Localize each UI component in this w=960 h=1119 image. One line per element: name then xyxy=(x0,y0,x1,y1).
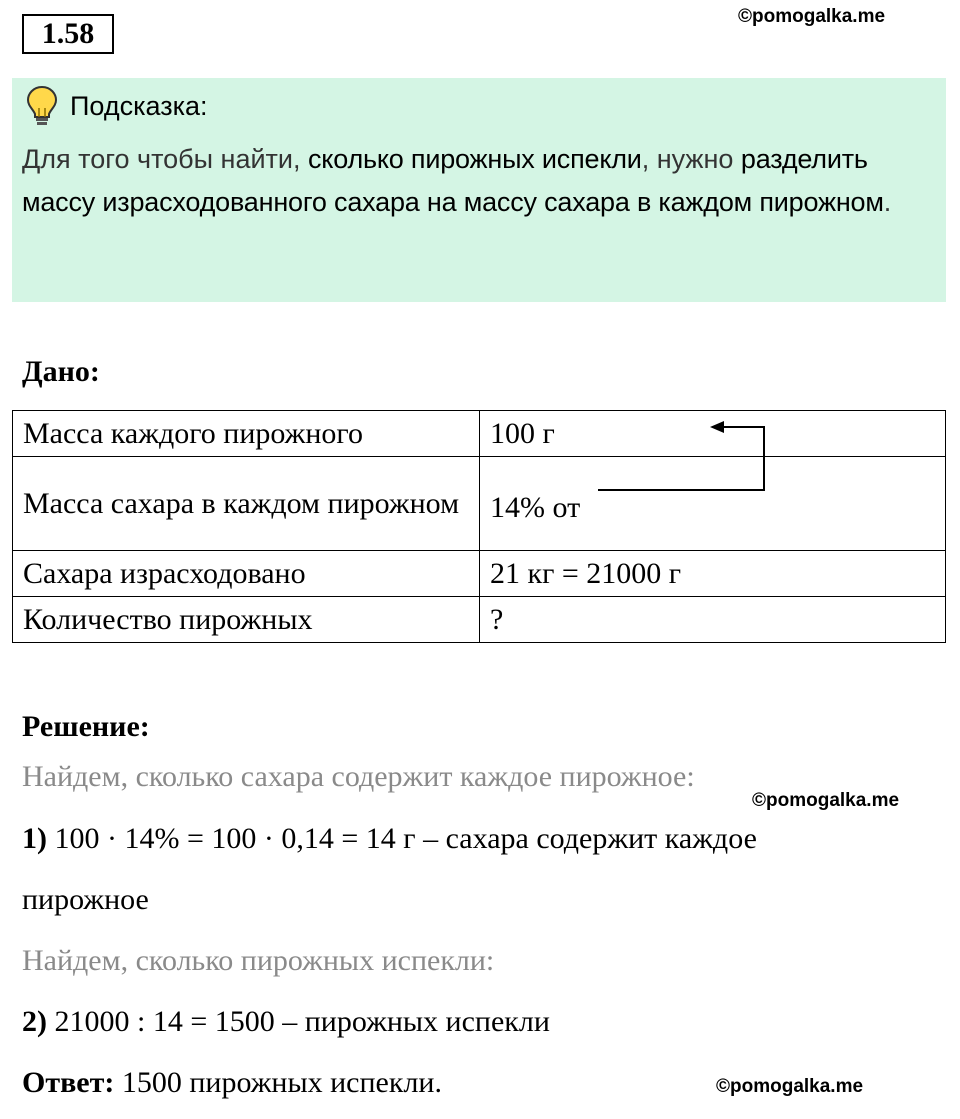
solution-step-2 xyxy=(22,1005,550,1039)
solution-title: Решение: xyxy=(22,710,150,743)
step-text: 100 · 14% = 100 · 0,14 = 14 г – сахара содержит каждое xyxy=(54,822,757,855)
step-number: 1) xyxy=(22,822,47,855)
solution-intro-2: Найдем, сколько пирожных испекли: xyxy=(22,944,495,977)
solution-step-1 xyxy=(22,822,757,856)
hint-emphasis: разделить массу израсходованного сахара на массу сахара в каждом пирожном xyxy=(22,144,884,217)
hint-text xyxy=(22,138,932,224)
answer xyxy=(22,1066,442,1100)
step-number: 2) xyxy=(22,1005,47,1038)
answer-text: 1500 пирожных испекли. xyxy=(121,1066,442,1099)
watermark-top: ©pomogalka.me xyxy=(738,6,886,27)
table-cell-value: 21 кг = 21000 г xyxy=(480,551,946,597)
table-row xyxy=(13,411,946,457)
solution-step-1-continuation: пирожное xyxy=(22,883,149,916)
given-title: Дано: xyxy=(22,355,100,388)
watermark-bottom: ©pomogalka.me xyxy=(716,1076,864,1097)
table-cell-label: Масса сахара в каждом пирожном xyxy=(13,457,480,551)
table-cell-label: Масса каждого пирожного xyxy=(13,411,480,457)
watermark-middle: ©pomogalka.me xyxy=(752,790,900,811)
hint-title: Подсказка: xyxy=(70,91,208,121)
step-text: 21000 : 14 = 1500 – пирожных испекли xyxy=(54,1005,550,1038)
answer-label: Ответ: xyxy=(22,1066,115,1099)
table-cell-value: 100 г xyxy=(480,411,946,457)
table-cell-label: Сахара израсходовано xyxy=(13,551,480,597)
table-row xyxy=(13,597,946,643)
lightbulb-icon xyxy=(24,84,60,128)
hint-text-part: , нужно xyxy=(641,144,741,174)
table-cell-label: Количество пирожных xyxy=(13,597,480,643)
hint-emphasis: сколько пирожных испекли xyxy=(308,144,642,174)
table-cell-value: 14% от xyxy=(480,457,946,551)
table-row xyxy=(13,551,946,597)
solution-intro-1: Найдем, сколько сахара содержит каждое пирожное: xyxy=(22,760,695,793)
task-number: 1.58 xyxy=(22,14,114,54)
hint-text-part: . xyxy=(883,187,892,217)
table-cell-value: ? xyxy=(480,597,946,643)
given-table xyxy=(12,410,946,643)
hint-text-part: Для того чтобы найти, xyxy=(22,144,308,174)
table-row xyxy=(13,457,946,551)
